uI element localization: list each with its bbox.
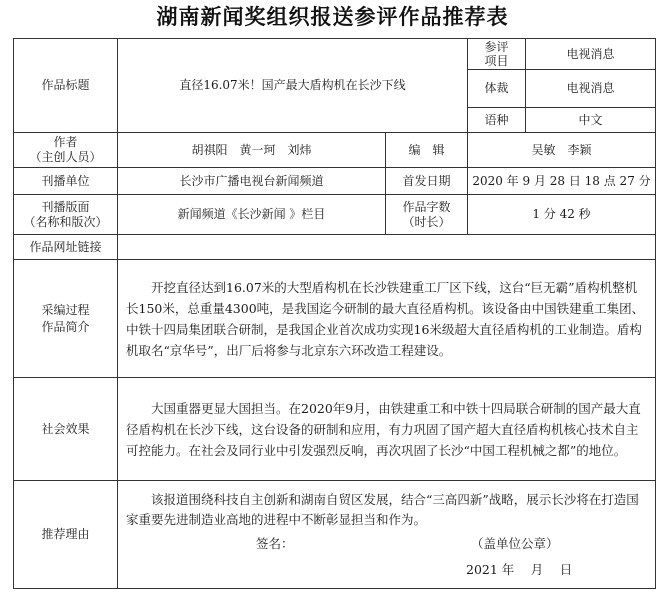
label-entry-item: 参评 项目 [468,39,526,70]
url-value [118,235,656,260]
date-text: 2021 年 月 日 [466,561,573,577]
first-date-value: 2020 年 9 月 28 日 18 点 27 分 [468,168,656,195]
stamp-label: （盖单位公章） [471,535,559,551]
entry-item-value: 电视消息 [526,39,656,70]
label-effect: 社会效果 [14,378,118,481]
editor-value: 吴敏 李颖 [468,133,656,168]
label-author: 作者 （主创人员） [14,133,118,168]
process-text: 开挖直径达到16.07米的大型盾构机在长沙铁建重工厂区下线，这台“巨无霸”盾构机整机长150米，总重量4300吨，是我国迄今研制的最大直径盾构机。该设备由中国铁建重工集团、中铁十四局集团联合研制，是我国企业首次成功实现16米级超大直径盾构机的工业制造。盾构机取名“京华号”，出厂后将参与北京东六环改造工程建设。 [118,260,656,378]
label-process: 采编过程 作品简介 [14,260,118,378]
genre-value: 电视消息 [526,70,656,108]
label-publisher: 刊播单位 [14,168,118,195]
effect-text: 大国重器更显大国担当。在2020年9月，由铁建重工和中铁十四局联合研制的国产最大直径盾构机在长沙下线，这台设备的研制和应用，有力巩固了国产超大直径盾构机核心技术自主可控能力。在社会及同行业中引发强烈反响，再次巩固了长沙“中国工程机械之都”的地位。 [118,378,656,481]
nomination-form-table [13,38,656,589]
label-length: 作品字数 （时长） [386,195,468,235]
label-work-title: 作品标题 [14,39,118,133]
label-url: 作品网址链接 [14,235,118,260]
page-title: 湖南新闻奖组织报送参评作品推荐表 [156,5,509,29]
publisher-value: 长沙市广播电视台新闻频道 [118,168,386,195]
reason-text: 该报道围绕科技自主创新和湖南自贸区发展，结合“三高四新”战略，展示长沙将在打造国家重要先进制造业高地的进程中不断彰显担当和作为。 [126,491,639,527]
signature-line [126,534,647,554]
label-first-date: 首发日期 [386,168,468,195]
label-genre: 体裁 [468,70,526,108]
layout-value: 新闻频道《长沙新闻 》栏目 [118,195,386,235]
label-editor: 编 辑 [386,133,468,168]
signature-label: 签名： [256,535,294,551]
label-reason: 推荐理由 [14,481,118,589]
reason-cell [118,481,656,589]
author-value: 胡祺阳 黄一珂 刘炜 [118,133,386,168]
label-language: 语种 [468,108,526,133]
language-value: 中文 [526,108,656,133]
date-line [126,560,647,580]
work-title-value: 直径16.07米！国产最大盾构机在长沙下线 [118,39,468,133]
label-layout: 刊播版面 （名称和版次） [14,195,118,235]
length-value: 1 分 42 秒 [468,195,656,235]
